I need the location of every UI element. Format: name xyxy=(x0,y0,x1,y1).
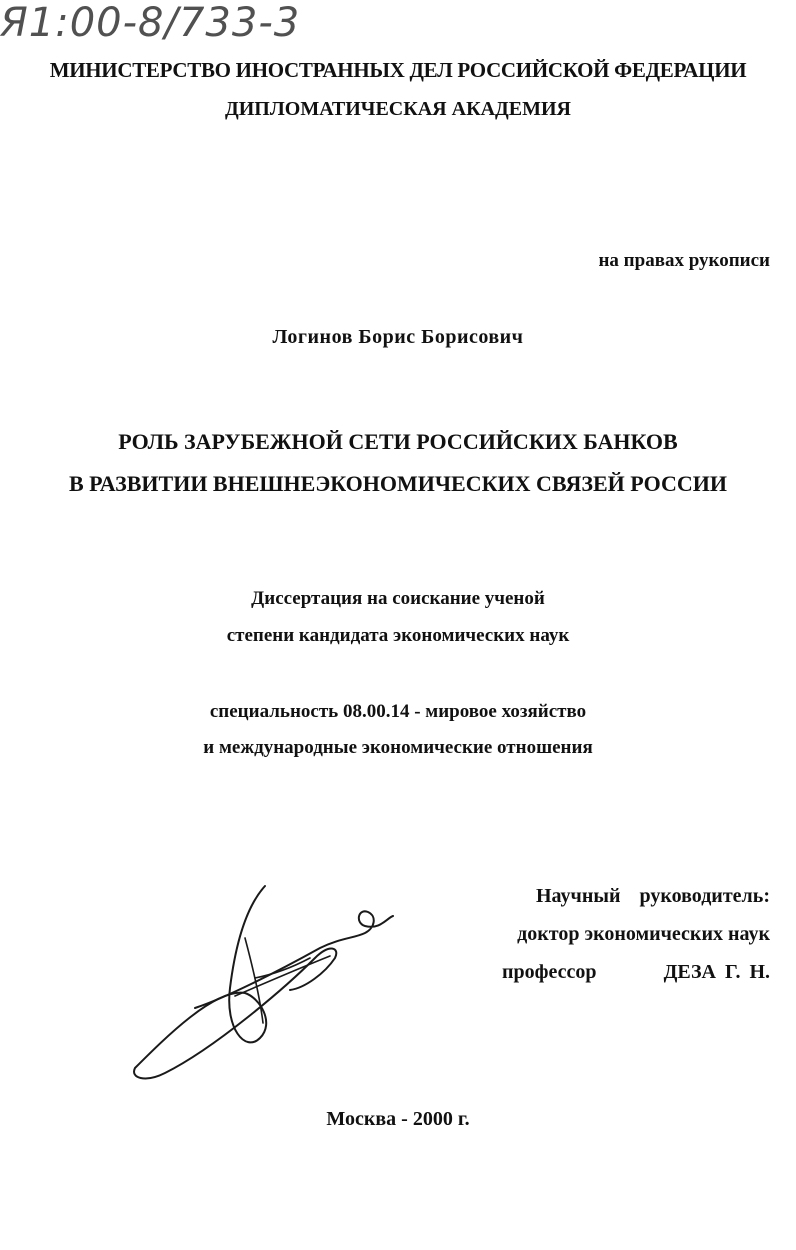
supervisor-label: Научный руководитель: xyxy=(536,885,770,907)
dissertation-title-line-1: РОЛЬ ЗАРУБЕЖНОЙ СЕТИ РОССИЙСКИХ БАНКОВ xyxy=(118,429,678,454)
supervisor-degree: доктор экономических наук xyxy=(517,923,770,945)
ministry-heading: МИНИСТЕРСТВО ИНОСТРАННЫХ ДЕЛ РОССИЙСКОЙ ФЕДЕРАЦИИ xyxy=(49,58,747,82)
supervisor-name: ДЕЗА Г. Н. xyxy=(663,961,770,983)
archive-mark: Я1:00-8/733-3 xyxy=(0,0,301,46)
manuscript-rights-note: на правах рукописи xyxy=(598,250,770,271)
author-name: Логинов Борис Борисович xyxy=(272,326,524,348)
supervisor-rank: профессор xyxy=(502,961,597,983)
specialty-line-1: специальность 08.00.14 - мировое хозяйство xyxy=(209,701,587,722)
dissertation-type-line-2: степени кандидата экономических наук xyxy=(226,625,570,646)
academy-heading: ДИПЛОМАТИЧЕСКАЯ АКАДЕМИЯ xyxy=(224,98,571,120)
supervisor-rank-name xyxy=(502,961,770,984)
specialty-line-2: и международные экономические отношения xyxy=(203,737,593,758)
place-and-date: Москва - 2000 г. xyxy=(326,1108,470,1130)
dissertation-type-line-1: Диссертация на соискание ученой xyxy=(251,588,545,609)
handwritten-signature xyxy=(125,878,415,1088)
dissertation-title-line-2: В РАЗВИТИИ ВНЕШНЕЭКОНОМИЧЕСКИХ СВЯЗЕЙ РОССИИ xyxy=(69,471,727,496)
